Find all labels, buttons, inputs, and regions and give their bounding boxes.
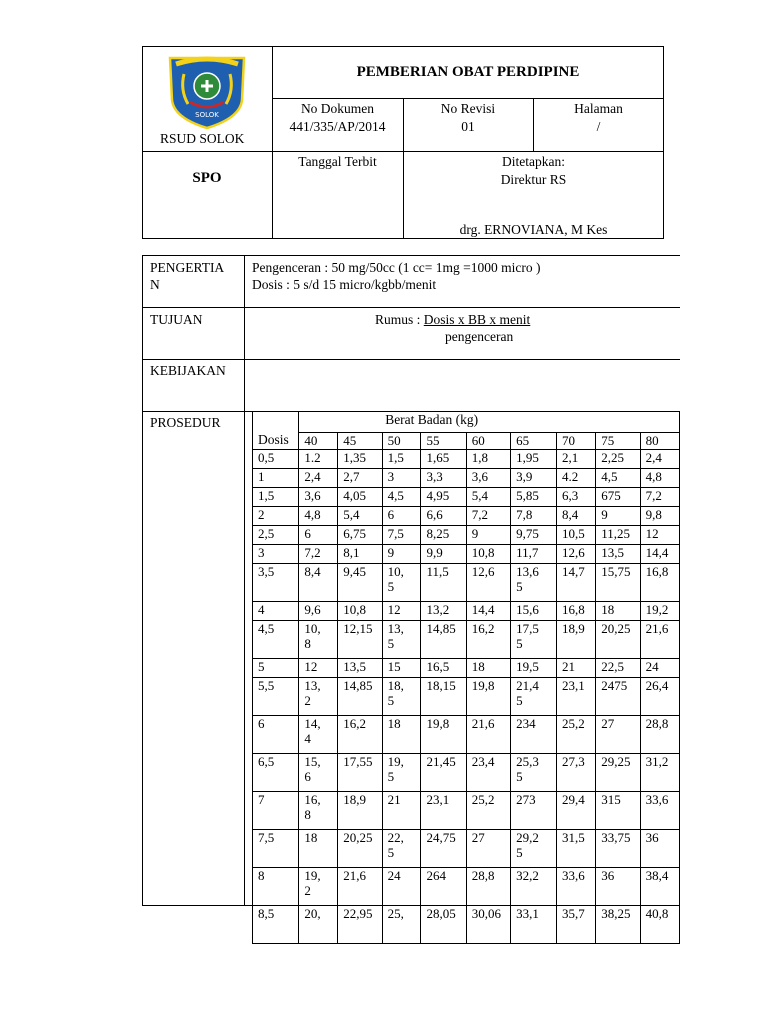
dose-cell: 7,5 [253,830,299,868]
rate-cell: 19, 2 [299,868,338,906]
weight-row [253,433,680,450]
rate-cell: 25,2 [466,792,510,830]
rate-cell: 9 [596,507,640,526]
rate-cell: 3,6 [299,488,338,507]
rate-cell: 27,3 [557,754,596,792]
rate-cell: 1,5 [382,450,421,469]
dose-cell: 4 [253,602,299,621]
dose-cell: 7 [253,792,299,830]
table-row [253,602,680,621]
rate-cell: 22, 5 [382,830,421,868]
rate-cell: 7,2 [640,488,679,507]
rate-cell: 19,2 [640,602,679,621]
rate-cell: 29,2 5 [511,830,557,868]
rate-cell: 28,05 [421,906,466,944]
rate-cell: 8,25 [421,526,466,545]
rate-cell: 33,6 [557,868,596,906]
approved-by: Direktur RS [500,172,567,187]
rate-cell: 15,6 [511,602,557,621]
dose-cell: 3,5 [253,564,299,602]
rate-cell: 15, 6 [299,754,338,792]
rate-cell: 31,5 [557,830,596,868]
rate-cell: 12 [299,659,338,678]
dose-cell: 1,5 [253,488,299,507]
pengertian-line-2: Dosis : 5 s/d 15 micro/kgbb/menit [252,277,437,292]
kebijakan-label: KEBIJAKAN [150,363,226,378]
rate-cell: 20,25 [338,830,382,868]
rate-cell: 4,8 [640,469,679,488]
dose-cell: 6,5 [253,754,299,792]
dose-cell: 2 [253,507,299,526]
table-row [253,716,680,754]
rate-cell: 1,65 [421,450,466,469]
table-row [253,659,680,678]
rate-cell: 234 [511,716,557,754]
rate-cell: 4,05 [338,488,382,507]
weight-cell: 50 [382,433,421,450]
rate-cell: 3,3 [421,469,466,488]
rate-cell: 16, 8 [299,792,338,830]
weight-cell: 75 [596,433,640,450]
rate-cell: 14,7 [557,564,596,602]
weight-header: Berat Badan (kg) [299,412,680,433]
table-row [253,526,680,545]
rate-cell: 15 [382,659,421,678]
rate-cell: 21,4 5 [511,678,557,716]
rate-cell: 18 [299,830,338,868]
rate-cell: 1,95 [511,450,557,469]
rate-cell: 14,4 [466,602,510,621]
rate-cell: 35,7 [557,906,596,944]
rate-cell: 27 [466,830,510,868]
rate-cell: 21 [557,659,596,678]
rate-cell: 18 [382,716,421,754]
dose-table [252,411,680,944]
rate-cell: 8,1 [338,545,382,564]
rate-cell: 27 [596,716,640,754]
rate-cell: 9,6 [299,602,338,621]
table-header-row [253,412,680,433]
rate-cell: 13, 2 [299,678,338,716]
rate-cell: 12 [382,602,421,621]
dose-cell: 3 [253,545,299,564]
table-row [253,906,680,944]
table-row [253,469,680,488]
rate-cell: 26,4 [640,678,679,716]
rate-cell: 14,85 [421,621,466,659]
rate-cell: 9,9 [421,545,466,564]
rate-cell: 11,7 [511,545,557,564]
rate-cell: 7,2 [299,545,338,564]
rate-cell: 10, 8 [299,621,338,659]
rate-cell: 5,4 [466,488,510,507]
rate-cell: 12,15 [338,621,382,659]
rate-cell: 16,8 [557,602,596,621]
weight-cell: 65 [511,433,557,450]
dose-cell: 8,5 [253,906,299,944]
dose-cell: 2,5 [253,526,299,545]
rate-cell: 12,6 [466,564,510,602]
rate-cell: 4,5 [382,488,421,507]
rate-cell: 5,85 [511,488,557,507]
rate-cell: 6 [382,507,421,526]
rate-cell: 11,5 [421,564,466,602]
rate-cell: 3 [382,469,421,488]
rate-cell: 9,45 [338,564,382,602]
rate-cell: 2,7 [338,469,382,488]
rate-cell: 13,5 [338,659,382,678]
revision-value: 01 [461,119,475,134]
weight-cell: 60 [466,433,510,450]
table-row [253,564,680,602]
weight-cell: 40 [299,433,338,450]
rate-cell: 21,45 [421,754,466,792]
rate-cell: 18,9 [338,792,382,830]
rate-cell: 4,8 [299,507,338,526]
rate-cell: 15,75 [596,564,640,602]
rate-cell: 7,5 [382,526,421,545]
rate-cell: 17,55 [338,754,382,792]
rate-cell: 4,5 [596,469,640,488]
rate-cell: 38,25 [596,906,640,944]
rate-cell: 6,75 [338,526,382,545]
dose-cell: 1 [253,469,299,488]
formula-numerator: Dosis x BB x menit [423,312,531,327]
rate-cell: 20, [299,906,338,944]
rate-cell: 30,06 [466,906,510,944]
rate-cell: 21,6 [466,716,510,754]
dose-cell: 0,5 [253,450,299,469]
rate-cell: 4,95 [421,488,466,507]
table-row [253,678,680,716]
svg-text:SOLOK: SOLOK [195,111,219,119]
rate-cell: 19, 5 [382,754,421,792]
rate-cell: 8,4 [299,564,338,602]
weight-cell: 70 [557,433,596,450]
table-row [253,621,680,659]
doc-no-label: No Dokumen [300,101,375,116]
page-label: Halaman [574,101,623,116]
revision-label: No Revisi [440,101,496,116]
rate-cell: 16,2 [466,621,510,659]
rate-cell: 18,15 [421,678,466,716]
rate-cell: 14, 4 [299,716,338,754]
table-row [253,754,680,792]
rate-cell: 18 [466,659,510,678]
rate-cell: 10,5 [557,526,596,545]
prosedur-label: PROSEDUR [150,415,221,430]
rate-cell: 23,4 [466,754,510,792]
rate-cell: 40,8 [640,906,679,944]
rate-cell: 6 [299,526,338,545]
rate-cell: 12 [640,526,679,545]
dose-cell: 4,5 [253,621,299,659]
table-row [253,868,680,906]
table-row [253,507,680,526]
hospital-name: RSUD SOLOK [160,131,245,146]
rate-cell: 28,8 [466,868,510,906]
rate-cell: 21 [382,792,421,830]
table-row [253,488,680,507]
pengertian-label: PENGERTIA [150,260,225,275]
rate-cell: 31,2 [640,754,679,792]
rate-cell: 23,1 [421,792,466,830]
rate-cell: 315 [596,792,640,830]
rate-cell: 19,8 [421,716,466,754]
rate-cell: 12,6 [557,545,596,564]
rate-cell: 2,4 [299,469,338,488]
rate-cell: 33,6 [640,792,679,830]
dose-cell: 8 [253,868,299,906]
document-title: PEMBERIAN OBAT PERDIPINE [356,64,580,80]
rate-cell: 25,3 5 [511,754,557,792]
rate-cell: 10,8 [338,602,382,621]
rate-cell: 7,2 [466,507,510,526]
rate-cell: 19,8 [466,678,510,716]
rate-cell: 9,75 [511,526,557,545]
rate-cell: 36 [596,868,640,906]
rate-cell: 25,2 [557,716,596,754]
rate-cell: 25, [382,906,421,944]
rate-cell: 24,75 [421,830,466,868]
rate-cell: 24 [640,659,679,678]
rate-cell: 8,4 [557,507,596,526]
rate-cell: 9 [466,526,510,545]
rate-cell: 2,4 [640,450,679,469]
rate-cell: 13,2 [421,602,466,621]
rate-cell: 675 [596,488,640,507]
rate-cell: 264 [421,868,466,906]
page-value: / [596,119,601,134]
tujuan-label: TUJUAN [150,312,203,327]
rate-cell: 29,4 [557,792,596,830]
rate-cell: 6,3 [557,488,596,507]
spo-label: SPO [192,170,222,186]
rate-cell: 2475 [596,678,640,716]
pengertian-line-1: Pengenceran : 50 mg/50cc (1 cc= 1mg =1000 micro ) [252,260,541,275]
rate-cell: 17,5 5 [511,621,557,659]
rate-cell: 10, 5 [382,564,421,602]
rate-cell: 19,5 [511,659,557,678]
dose-cell: 6 [253,716,299,754]
doc-no-value: 441/335/AP/2014 [289,119,386,134]
rate-cell: 13,5 [596,545,640,564]
rate-cell: 18, 5 [382,678,421,716]
rate-cell: 20,25 [596,621,640,659]
rate-cell: 13,6 5 [511,564,557,602]
rate-cell: 18,9 [557,621,596,659]
weight-cell: 80 [640,433,679,450]
rate-cell: 9,8 [640,507,679,526]
rate-cell: 10,8 [466,545,510,564]
rate-cell: 3,9 [511,469,557,488]
dosis-header: Dosis [253,412,299,450]
rate-cell: 23,1 [557,678,596,716]
rate-cell: 14,85 [338,678,382,716]
formula-prefix: Rumus : [375,312,424,327]
table-row [253,545,680,564]
rate-cell: 1,35 [338,450,382,469]
rate-cell: 14,4 [640,545,679,564]
rate-cell: 16,5 [421,659,466,678]
rate-cell: 16,8 [640,564,679,602]
table-row [253,792,680,830]
rate-cell: 5,4 [338,507,382,526]
rate-cell: 22,5 [596,659,640,678]
rate-cell: 33,1 [511,906,557,944]
table-row [253,450,680,469]
rate-cell: 2,25 [596,450,640,469]
issue-date-label: Tanggal Terbit [298,154,377,169]
rate-cell: 6,6 [421,507,466,526]
rate-cell: 24 [382,868,421,906]
rate-cell: 4.2 [557,469,596,488]
rate-cell: 18 [596,602,640,621]
rate-cell: 1,8 [466,450,510,469]
rate-cell: 33,75 [596,830,640,868]
rate-cell: 13, 5 [382,621,421,659]
approved-label: Ditetapkan: [502,154,565,169]
rate-cell: 28,8 [640,716,679,754]
rate-cell: 7,8 [511,507,557,526]
rate-cell: 2,1 [557,450,596,469]
rate-cell: 9 [382,545,421,564]
dose-cell: 5,5 [253,678,299,716]
formula-denominator: pengenceran [445,329,514,344]
rate-cell: 3,6 [466,469,510,488]
rate-cell: 16,2 [338,716,382,754]
rate-cell: 32,2 [511,868,557,906]
dose-cell: 5 [253,659,299,678]
rate-cell: 11,25 [596,526,640,545]
rate-cell: 273 [511,792,557,830]
table-row [253,830,680,868]
rate-cell: 22,95 [338,906,382,944]
rate-cell: 21,6 [338,868,382,906]
pengertian-label-cont: N [150,277,160,292]
weight-cell: 45 [338,433,382,450]
rate-cell: 38,4 [640,868,679,906]
rate-cell: 1.2 [299,450,338,469]
rate-cell: 21,6 [640,621,679,659]
rate-cell: 29,25 [596,754,640,792]
rate-cell: 36 [640,830,679,868]
signatory: drg. ERNOVIANA, M Kes [459,222,608,237]
weight-cell: 55 [421,433,466,450]
